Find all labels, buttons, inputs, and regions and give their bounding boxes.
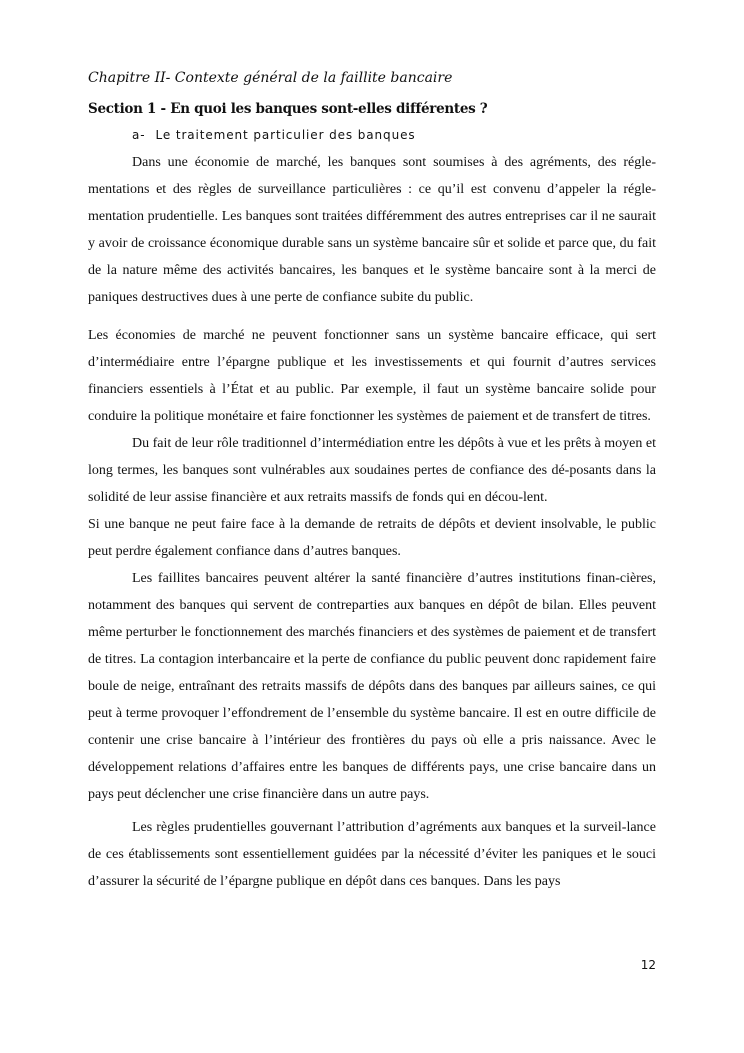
paragraph-3: Du fait de leur rôle traditionnel d’intermédiation entre les dépôts à vue et les prêts à moyen et long termes, les banques sont vulnérables aux soudaines pertes de confiance des dé-posants dans la solidité de leur assise financière et aux retraits massifs de fonds qui en décou-lent. — [88, 436, 656, 505]
subsection-title: Le traitement particulier des banques — [155, 128, 416, 142]
page-number: 12 — [640, 958, 656, 972]
chapter-heading: Chapitre II- Contexte général de la faillite bancaire — [88, 70, 453, 86]
paragraph-5: Les faillites bancaires peuvent altérer la santé financière d’autres institutions finan-cières, notamment des banques qui servent de contreparties aux banques en dépôt de bilan. Elles peuvent même perturber le fonctionnement des marchés financiers et des systèmes de paiement et de transfert de titres. La contagion interbancaire et la perte de confiance du public peuvent donc rapidement faire boule de neige, entraînant des retraits massifs de dépôts dans des banques par ailleurs saines, ce qui peut à terme provoquer l’effondrement de l’ensemble du système bancaire. Il est en outre difficile de contenir une crise bancaire à l’intérieur des frontières du pays où elle a pris naissance. Avec le développement relations d’affaires entre les banques de différents pays, une crise bancaire dans un pays peut déclencher une crise financière dans un autre pays. — [88, 571, 656, 802]
paragraph-4: Si une banque ne peut faire face à la demande de retraits de dépôts et devient insolvable, le public peut perdre également confiance dans d’autres banques. — [88, 517, 656, 559]
body-block-1 — [88, 149, 656, 311]
body-block-2 — [88, 322, 656, 895]
paragraph-2: Les économies de marché ne peuvent fonctionner sans un système bancaire efficace, qui sert d’intermédiaire entre l’épargne publique et les investissements et qui fournit d’autres services financiers essentiels à l’État et au public. Par exemple, il faut un système bancaire solide pour conduire la politique monétaire et faire fonctionner les systèmes de paiement et de transfert de titres. — [88, 328, 656, 424]
subsection-heading — [132, 127, 416, 143]
paragraph-1: Dans une économie de marché, les banques sont soumises à des agréments, des régle-mentations et des règles de surveillance particulières : ce qu’il est convenu d’appeler la régle-mentation prudentielle. Les banques sont traitées différemment des autres entreprises car il ne saurait y avoir de croissance économique durable sans un système bancaire sûr et solide et parce que, du fait de la nature même des activités bancaires, les banques et le système bancaire sont à la merci de paniques destructives dues à une perte de confiance subite du public. — [88, 155, 656, 305]
paragraph-6: Les règles prudentielles gouvernant l’attribution d’agréments aux banques et la surveil-lance de ces établissements sont essentiellement guidées par la nécessité d’éviter les paniques et le souci d’assurer la sécurité de l’épargne publique en dépôt dans ces banques. Dans les pays — [88, 820, 656, 889]
section-heading: Section 1 - En quoi les banques sont-elles différentes ? — [88, 101, 488, 117]
subsection-letter: a- — [132, 128, 146, 142]
